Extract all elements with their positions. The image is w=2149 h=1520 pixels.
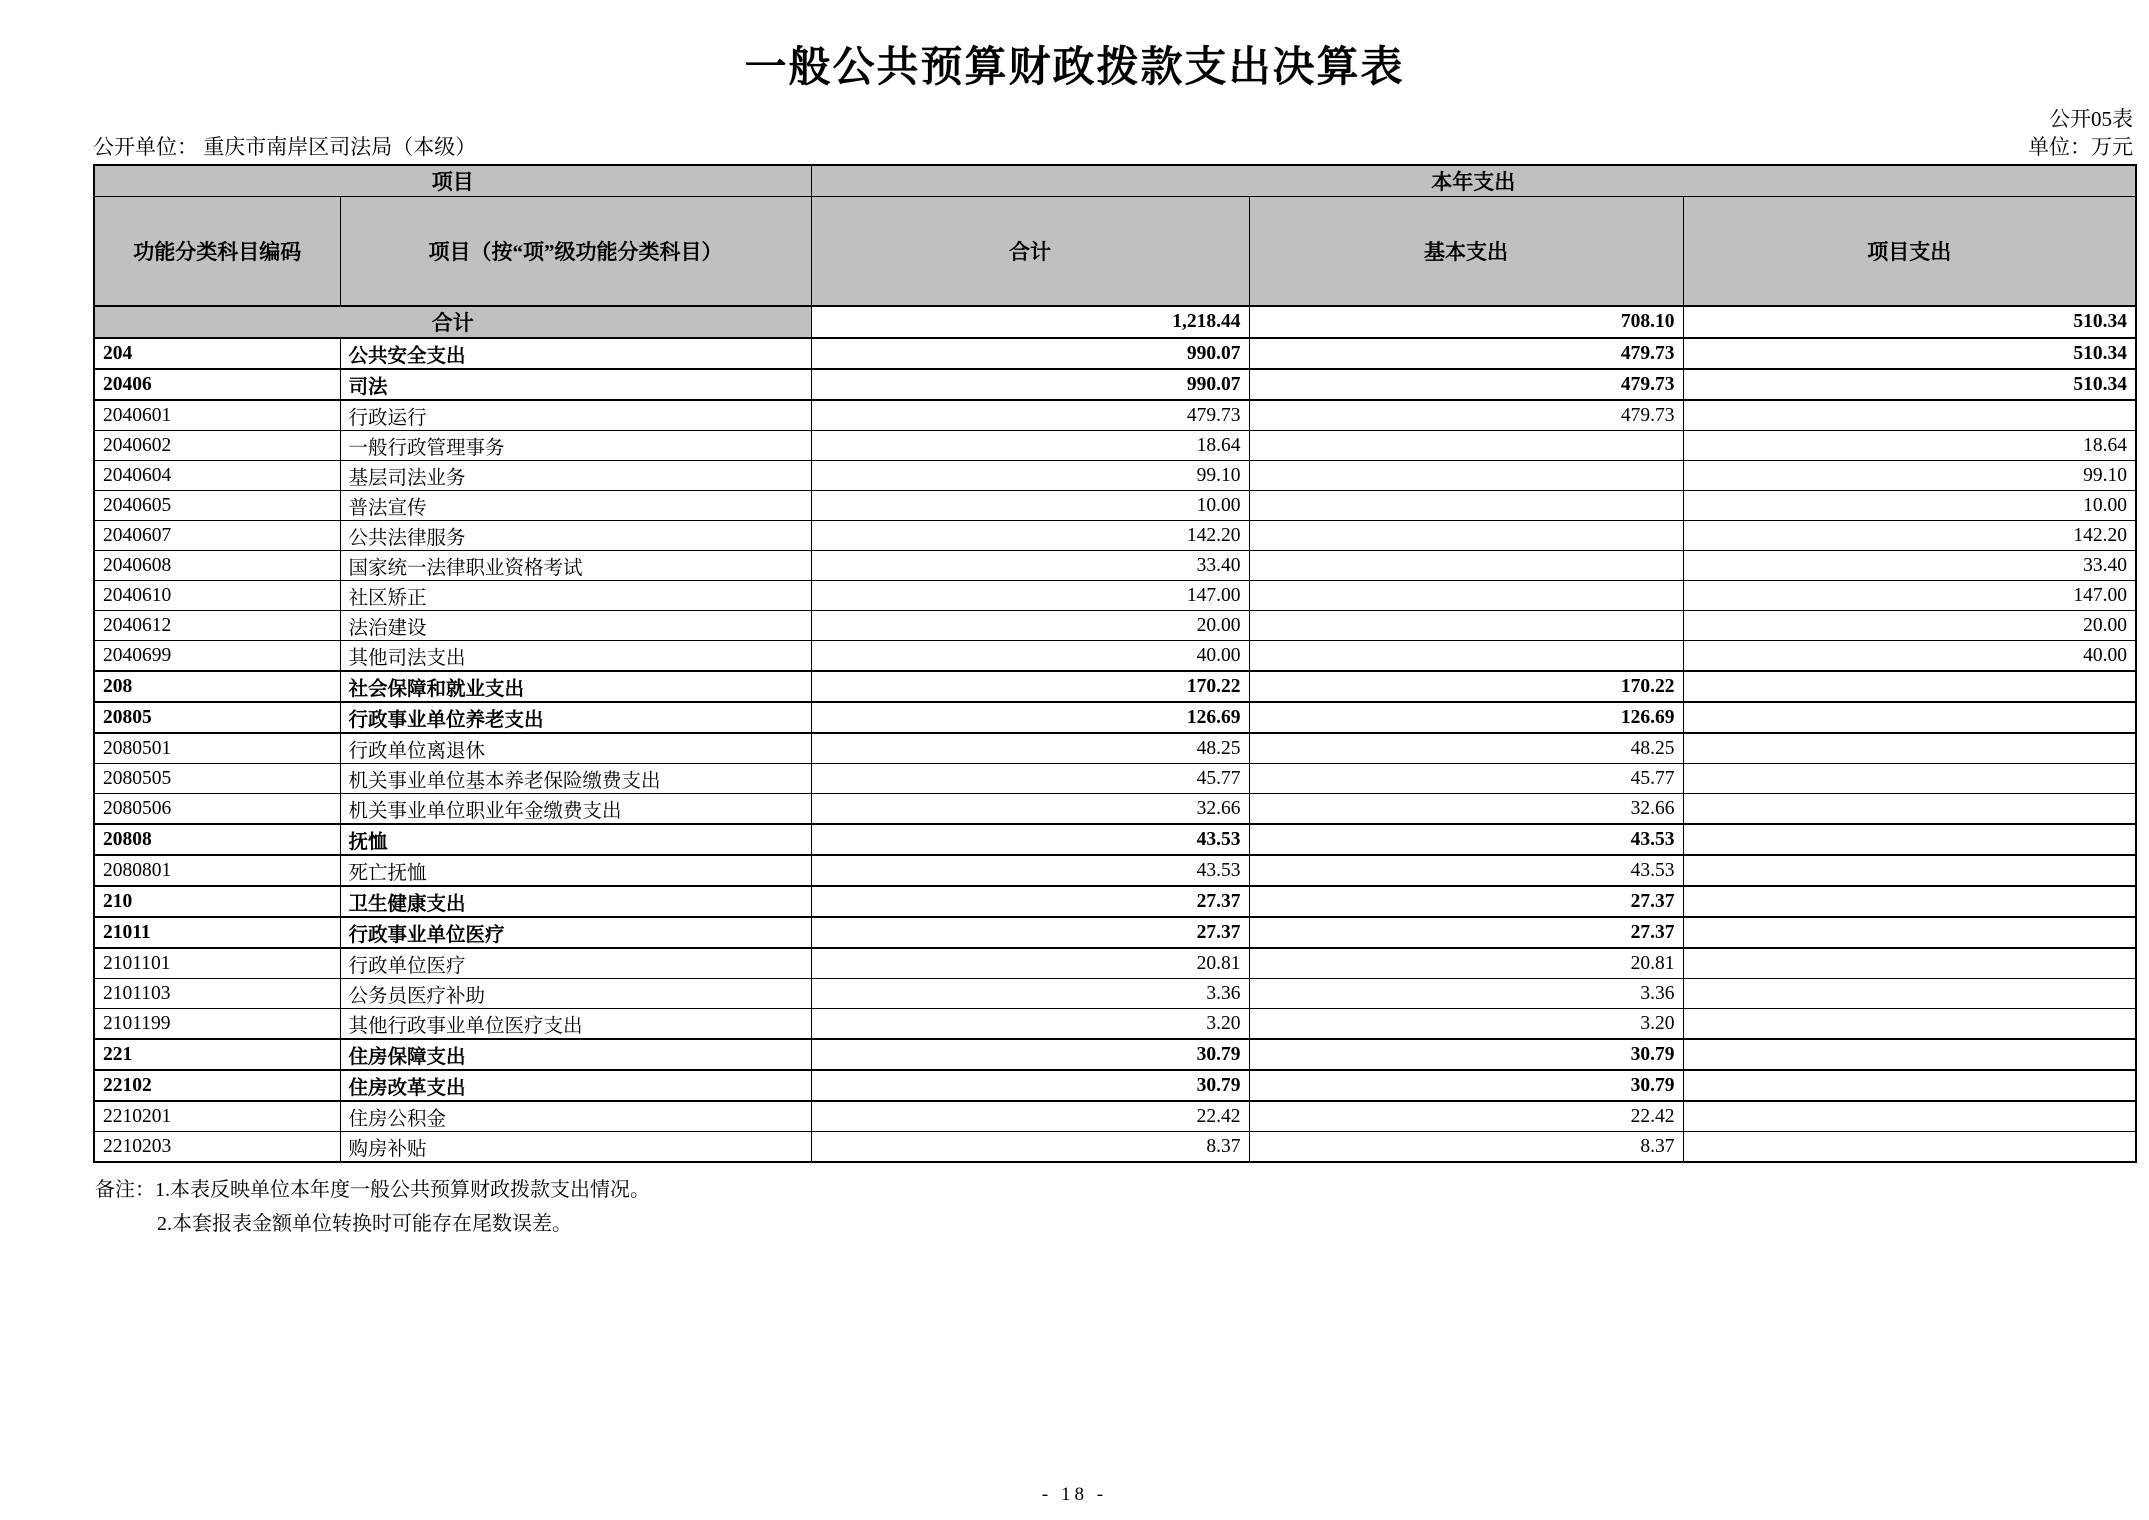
header-col-item: 项目（按“项”级功能分类科目） bbox=[340, 197, 811, 307]
cell-project-expense bbox=[1683, 1101, 2136, 1132]
cell-project-expense bbox=[1683, 794, 2136, 825]
table-row bbox=[94, 794, 2136, 825]
header-columns-row bbox=[94, 197, 2136, 307]
cell-basic-expense: 170.22 bbox=[1249, 671, 1683, 702]
cell-project-expense: 10.00 bbox=[1683, 491, 2136, 521]
cell-basic-expense bbox=[1249, 581, 1683, 611]
table-row bbox=[94, 702, 2136, 733]
cell-project-expense bbox=[1683, 824, 2136, 855]
cell-total: 40.00 bbox=[811, 641, 1249, 672]
cell-total: 33.40 bbox=[811, 551, 1249, 581]
table-row bbox=[94, 764, 2136, 794]
cell-code: 2080505 bbox=[94, 764, 340, 794]
table-row bbox=[94, 338, 2136, 369]
cell-total: 126.69 bbox=[811, 702, 1249, 733]
grand-total-row bbox=[94, 306, 2136, 338]
currency-unit-label: 单位：万元 bbox=[2028, 135, 2133, 160]
table-row bbox=[94, 491, 2136, 521]
cell-project-expense: 99.10 bbox=[1683, 461, 2136, 491]
page-title: 一般公共预算财政拨款支出决算表 bbox=[744, 45, 1405, 91]
cell-basic-expense: 43.53 bbox=[1249, 824, 1683, 855]
cell-total: 43.53 bbox=[811, 855, 1249, 886]
cell-basic-expense bbox=[1249, 551, 1683, 581]
cell-code: 2040602 bbox=[94, 431, 340, 461]
cell-code: 2040610 bbox=[94, 581, 340, 611]
cell-total: 99.10 bbox=[811, 461, 1249, 491]
table-row bbox=[94, 461, 2136, 491]
cell-project-expense: 147.00 bbox=[1683, 581, 2136, 611]
cell-total: 990.07 bbox=[811, 369, 1249, 400]
cell-total: 170.22 bbox=[811, 671, 1249, 702]
cell-project-expense bbox=[1683, 1070, 2136, 1101]
cell-item-name: 国家统一法律职业资格考试 bbox=[340, 551, 811, 581]
cell-item-name: 法治建设 bbox=[340, 611, 811, 641]
cell-code: 221 bbox=[94, 1039, 340, 1070]
cell-code: 2210203 bbox=[94, 1132, 340, 1163]
cell-item-name: 公共法律服务 bbox=[340, 521, 811, 551]
table-row bbox=[94, 886, 2136, 917]
cell-total: 45.77 bbox=[811, 764, 1249, 794]
cell-project-expense: 18.64 bbox=[1683, 431, 2136, 461]
cell-total: 8.37 bbox=[811, 1132, 1249, 1163]
cell-basic-expense bbox=[1249, 521, 1683, 551]
cell-basic-expense: 27.37 bbox=[1249, 886, 1683, 917]
cell-code: 210 bbox=[94, 886, 340, 917]
table-row bbox=[94, 521, 2136, 551]
cell-basic-expense: 43.53 bbox=[1249, 855, 1683, 886]
cell-item-name: 行政运行 bbox=[340, 400, 811, 431]
cell-project-expense bbox=[1683, 400, 2136, 431]
table-code-label: 公开05表 bbox=[2049, 107, 2133, 132]
cell-project-expense bbox=[1683, 764, 2136, 794]
cell-item-name: 普法宣传 bbox=[340, 491, 811, 521]
cell-total: 20.00 bbox=[811, 611, 1249, 641]
header-expense-group: 本年支出 bbox=[811, 165, 2136, 197]
cell-total: 142.20 bbox=[811, 521, 1249, 551]
cell-total: 3.20 bbox=[811, 1009, 1249, 1040]
cell-basic-expense: 48.25 bbox=[1249, 733, 1683, 764]
cell-project-expense bbox=[1683, 855, 2136, 886]
table-row bbox=[94, 979, 2136, 1009]
table-row bbox=[94, 824, 2136, 855]
cell-code: 2040605 bbox=[94, 491, 340, 521]
cell-code: 2040607 bbox=[94, 521, 340, 551]
cell-code: 2080501 bbox=[94, 733, 340, 764]
cell-project-expense: 510.34 bbox=[1683, 369, 2136, 400]
table-row bbox=[94, 671, 2136, 702]
table-row bbox=[94, 948, 2136, 979]
table-row bbox=[94, 1070, 2136, 1101]
cell-code: 20808 bbox=[94, 824, 340, 855]
table-row bbox=[94, 917, 2136, 948]
cell-total: 479.73 bbox=[811, 400, 1249, 431]
cell-item-name: 公共安全支出 bbox=[340, 338, 811, 369]
table-row bbox=[94, 733, 2136, 764]
cell-code: 2210201 bbox=[94, 1101, 340, 1132]
cell-code: 2101199 bbox=[94, 1009, 340, 1040]
cell-basic-expense: 3.36 bbox=[1249, 979, 1683, 1009]
cell-total: 30.79 bbox=[811, 1039, 1249, 1070]
header-col-code: 功能分类科目编码 bbox=[94, 197, 340, 307]
table-row bbox=[94, 855, 2136, 886]
cell-item-name: 一般行政管理事务 bbox=[340, 431, 811, 461]
meta-row bbox=[93, 134, 2133, 160]
cell-total: 43.53 bbox=[811, 824, 1249, 855]
cell-basic-expense: 479.73 bbox=[1249, 338, 1683, 369]
cell-basic-expense: 126.69 bbox=[1249, 702, 1683, 733]
cell-code: 20406 bbox=[94, 369, 340, 400]
table-row bbox=[94, 611, 2136, 641]
cell-project-expense bbox=[1683, 671, 2136, 702]
cell-basic-expense: 32.66 bbox=[1249, 794, 1683, 825]
cell-basic-expense bbox=[1249, 611, 1683, 641]
cell-code: 2080506 bbox=[94, 794, 340, 825]
cell-code: 20805 bbox=[94, 702, 340, 733]
cell-item-name: 司法 bbox=[340, 369, 811, 400]
header-col-basic: 基本支出 bbox=[1249, 197, 1683, 307]
cell-basic-expense: 45.77 bbox=[1249, 764, 1683, 794]
cell-project-expense bbox=[1683, 1039, 2136, 1070]
cell-item-name: 其他司法支出 bbox=[340, 641, 811, 672]
table-row bbox=[94, 369, 2136, 400]
cell-project-expense bbox=[1683, 948, 2136, 979]
cell-item-name: 死亡抚恤 bbox=[340, 855, 811, 886]
cell-project-expense: 510.34 bbox=[1683, 338, 2136, 369]
cell-basic-expense: 27.37 bbox=[1249, 917, 1683, 948]
cell-basic-expense: 3.20 bbox=[1249, 1009, 1683, 1040]
table-row bbox=[94, 1009, 2136, 1040]
cell-project-expense: 20.00 bbox=[1683, 611, 2136, 641]
header-group-row bbox=[94, 165, 2136, 197]
cell-project-expense bbox=[1683, 702, 2136, 733]
cell-item-name: 购房补贴 bbox=[340, 1132, 811, 1163]
cell-basic-expense bbox=[1249, 461, 1683, 491]
cell-basic-expense: 30.79 bbox=[1249, 1039, 1683, 1070]
cell-project-expense bbox=[1683, 1132, 2136, 1163]
table-row bbox=[94, 431, 2136, 461]
cell-item-name: 抚恤 bbox=[340, 824, 811, 855]
publishing-unit-label: 公开单位： 重庆市南岸区司法局（本级） bbox=[93, 135, 477, 160]
cell-total: 18.64 bbox=[811, 431, 1249, 461]
cell-code: 2040608 bbox=[94, 551, 340, 581]
cell-basic-expense bbox=[1249, 431, 1683, 461]
cell-total: 3.36 bbox=[811, 979, 1249, 1009]
note-text-1: 1.本表反映单位本年度一般公共预算财政拨款支出情况。 bbox=[155, 1179, 650, 1202]
table-row bbox=[94, 551, 2136, 581]
cell-item-name: 公务员医疗补助 bbox=[340, 979, 811, 1009]
cell-total: 10.00 bbox=[811, 491, 1249, 521]
cell-basic-expense bbox=[1249, 641, 1683, 672]
cell-item-name: 基层司法业务 bbox=[340, 461, 811, 491]
note-line-2: 2.本套报表金额单位转换时可能存在尾数误差。 bbox=[157, 1213, 572, 1236]
grand-total-basic: 708.10 bbox=[1249, 306, 1683, 338]
cell-code: 2101103 bbox=[94, 979, 340, 1009]
cell-total: 20.81 bbox=[811, 948, 1249, 979]
cell-code: 208 bbox=[94, 671, 340, 702]
cell-basic-expense: 479.73 bbox=[1249, 369, 1683, 400]
note-line-1 bbox=[95, 1173, 2149, 1207]
cell-item-name: 行政单位医疗 bbox=[340, 948, 811, 979]
table-row bbox=[94, 1039, 2136, 1070]
cell-basic-expense: 20.81 bbox=[1249, 948, 1683, 979]
cell-project-expense: 33.40 bbox=[1683, 551, 2136, 581]
cell-item-name: 住房改革支出 bbox=[340, 1070, 811, 1101]
cell-total: 147.00 bbox=[811, 581, 1249, 611]
cell-code: 2101101 bbox=[94, 948, 340, 979]
cell-basic-expense: 30.79 bbox=[1249, 1070, 1683, 1101]
cell-total: 27.37 bbox=[811, 917, 1249, 948]
table-body bbox=[94, 306, 2136, 1162]
header-col-total: 合计 bbox=[811, 197, 1249, 307]
notes-label: 备注： bbox=[95, 1179, 155, 1202]
cell-code: 2040699 bbox=[94, 641, 340, 672]
cell-project-expense bbox=[1683, 979, 2136, 1009]
cell-basic-expense: 479.73 bbox=[1249, 400, 1683, 431]
expenditure-table bbox=[93, 164, 2137, 1163]
cell-code: 22102 bbox=[94, 1070, 340, 1101]
cell-total: 32.66 bbox=[811, 794, 1249, 825]
cell-item-name: 卫生健康支出 bbox=[340, 886, 811, 917]
table-row bbox=[94, 400, 2136, 431]
cell-item-name: 其他行政事业单位医疗支出 bbox=[340, 1009, 811, 1040]
cell-item-name: 住房公积金 bbox=[340, 1101, 811, 1132]
cell-code: 2040601 bbox=[94, 400, 340, 431]
cell-item-name: 社会保障和就业支出 bbox=[340, 671, 811, 702]
cell-item-name: 行政事业单位医疗 bbox=[340, 917, 811, 948]
cell-code: 21011 bbox=[94, 917, 340, 948]
cell-item-name: 行政单位离退休 bbox=[340, 733, 811, 764]
cell-project-expense bbox=[1683, 733, 2136, 764]
table-row bbox=[94, 641, 2136, 672]
cell-code: 204 bbox=[94, 338, 340, 369]
cell-item-name: 机关事业单位职业年金缴费支出 bbox=[340, 794, 811, 825]
cell-project-expense bbox=[1683, 886, 2136, 917]
grand-total-project: 510.34 bbox=[1683, 306, 2136, 338]
table-row bbox=[94, 581, 2136, 611]
cell-total: 27.37 bbox=[811, 886, 1249, 917]
grand-total-label: 合计 bbox=[94, 306, 811, 338]
header-item-group: 项目 bbox=[94, 165, 811, 197]
cell-total: 30.79 bbox=[811, 1070, 1249, 1101]
cell-item-name: 住房保障支出 bbox=[340, 1039, 811, 1070]
cell-project-expense bbox=[1683, 917, 2136, 948]
table-row bbox=[94, 1101, 2136, 1132]
cell-total: 990.07 bbox=[811, 338, 1249, 369]
cell-total: 48.25 bbox=[811, 733, 1249, 764]
cell-item-name: 社区矫正 bbox=[340, 581, 811, 611]
cell-basic-expense: 8.37 bbox=[1249, 1132, 1683, 1163]
notes bbox=[95, 1173, 2149, 1241]
table-row bbox=[94, 1132, 2136, 1163]
cell-code: 2040604 bbox=[94, 461, 340, 491]
cell-item-name: 机关事业单位基本养老保险缴费支出 bbox=[340, 764, 811, 794]
cell-basic-expense bbox=[1249, 491, 1683, 521]
cell-project-expense bbox=[1683, 1009, 2136, 1040]
cell-item-name: 行政事业单位养老支出 bbox=[340, 702, 811, 733]
cell-code: 2040612 bbox=[94, 611, 340, 641]
cell-basic-expense: 22.42 bbox=[1249, 1101, 1683, 1132]
table-header bbox=[94, 165, 2136, 306]
grand-total-amount: 1,218.44 bbox=[811, 306, 1249, 338]
cell-code: 2080801 bbox=[94, 855, 340, 886]
cell-total: 22.42 bbox=[811, 1101, 1249, 1132]
cell-project-expense: 142.20 bbox=[1683, 521, 2136, 551]
page-number: - 18 - bbox=[1041, 1484, 1108, 1505]
cell-project-expense: 40.00 bbox=[1683, 641, 2136, 672]
header-col-project: 项目支出 bbox=[1683, 197, 2136, 307]
